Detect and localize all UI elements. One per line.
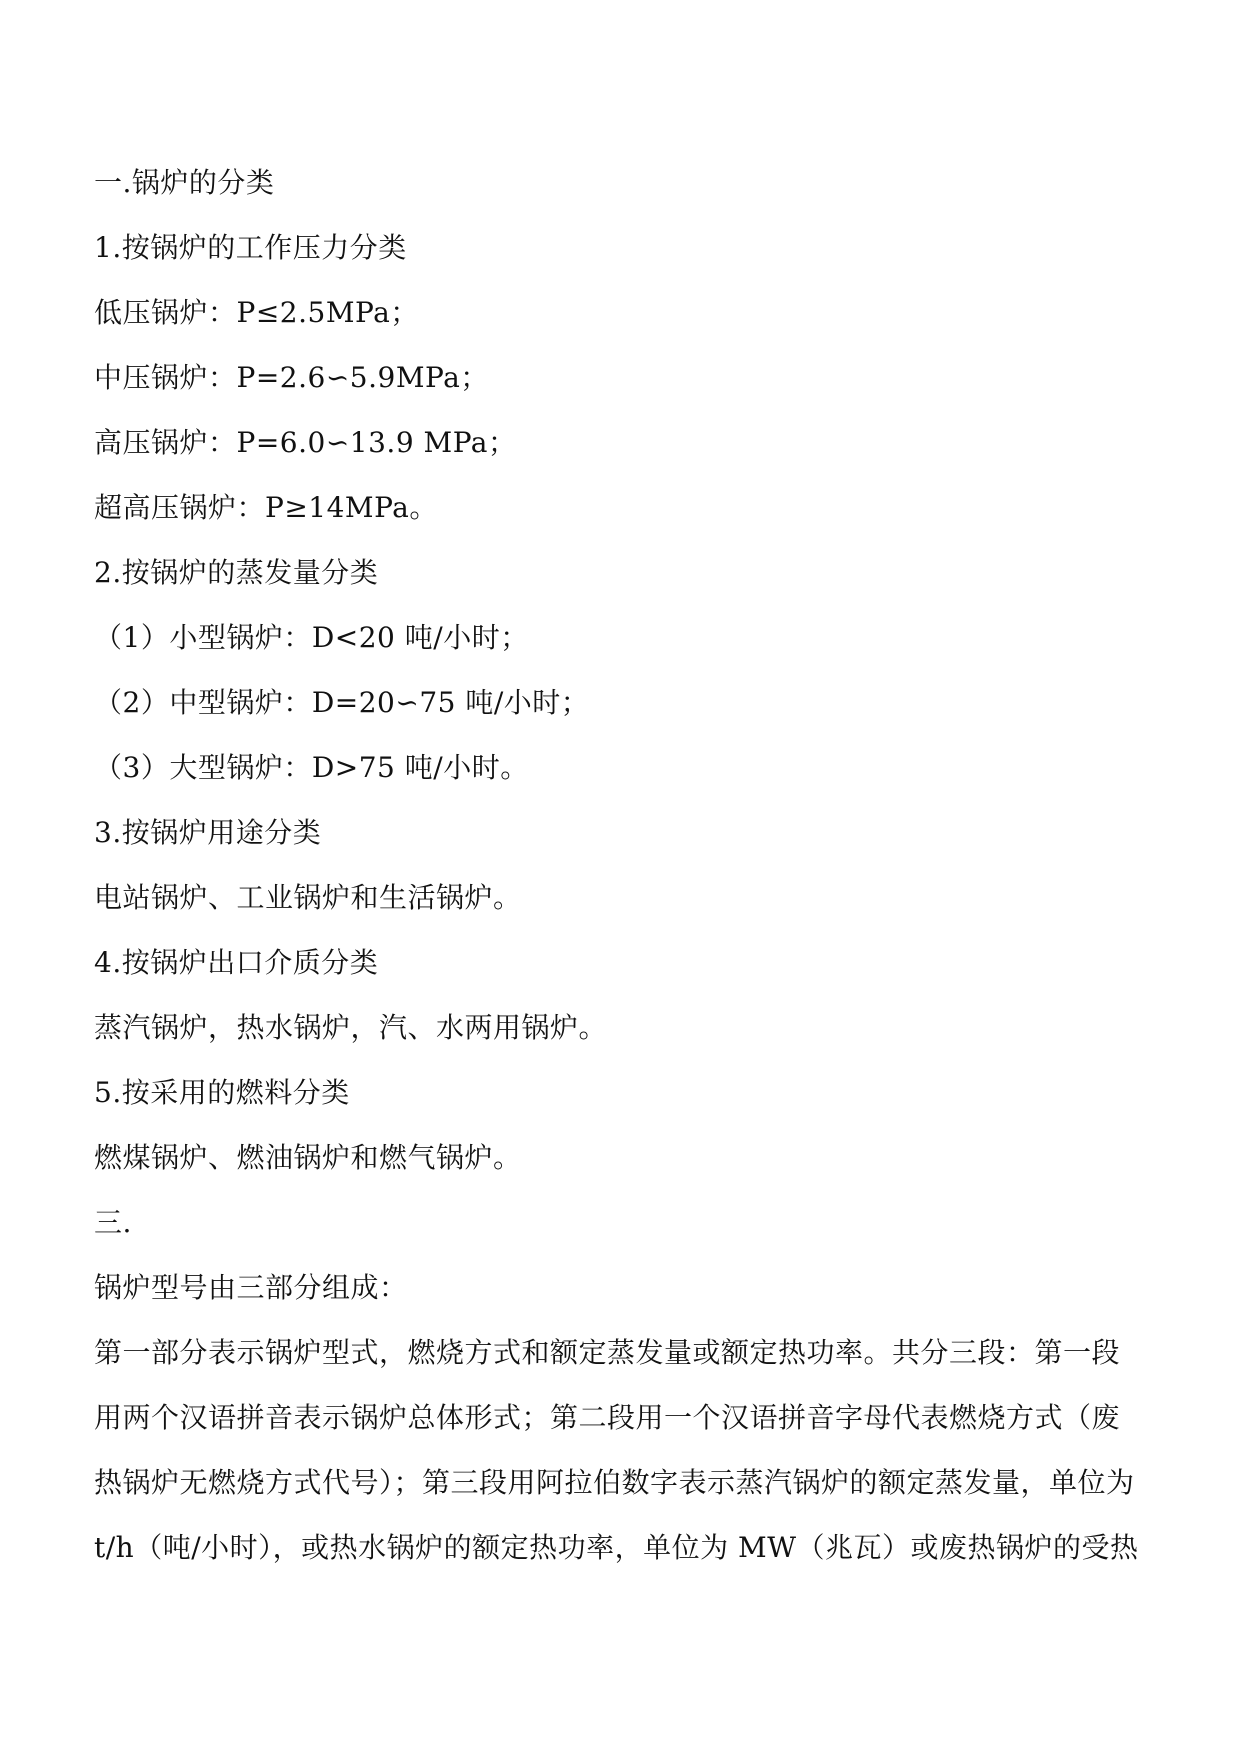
text-fuel-types: 燃煤锅炉、燃油锅炉和燃气锅炉。: [94, 1141, 522, 1174]
subheading-by-pressure: 1.按锅炉的工作压力分类: [94, 231, 407, 264]
paragraph-line: 热锅炉无燃烧方式代号）；第三段用阿拉伯数字表示蒸汽锅炉的额定蒸发量，单位为: [94, 1466, 1135, 1499]
paragraph-line: 第一部分表示锅炉型式，燃烧方式和额定蒸发量或额定热功率。共分三段：第一段: [94, 1336, 1121, 1369]
subheading-by-fuel: 5.按采用的燃料分类: [94, 1076, 350, 1109]
text-ultra-high-pressure: 超高压锅炉：P≥14MPa。: [94, 491, 438, 524]
text-low-pressure: 低压锅炉：P≤2.5MPa；: [94, 296, 419, 329]
text-high-pressure: 高压锅炉：P=6.0∽13.9 MPa；: [94, 426, 517, 459]
text-large-boiler: （3）大型锅炉：D>75 吨/小时。: [94, 751, 529, 784]
subheading-by-use: 3.按锅炉用途分类: [94, 816, 322, 849]
subheading-by-outlet-medium: 4.按锅炉出口介质分类: [94, 946, 379, 979]
text-medium-types: 蒸汽锅炉，热水锅炉，汽、水两用锅炉。: [94, 1011, 608, 1044]
text-medium-boiler: （2）中型锅炉：D=20∽75 吨/小时；: [94, 686, 590, 719]
subheading-by-evaporation: 2.按锅炉的蒸发量分类: [94, 556, 379, 589]
section-heading-classification: 一.锅炉的分类: [94, 166, 275, 199]
text-use-types: 电站锅炉、工业锅炉和生活锅炉。: [94, 881, 522, 914]
text-model-composition: 锅炉型号由三部分组成：: [94, 1271, 408, 1304]
text-small-boiler: （1）小型锅炉：D<20 吨/小时；: [94, 621, 529, 654]
paragraph-model-description: [94, 1320, 1154, 1580]
text-medium-pressure: 中压锅炉：P=2.6∽5.9MPa；: [94, 361, 489, 394]
paragraph-line: 用两个汉语拼音表示锅炉总体形式；第二段用一个汉语拼音字母代表燃烧方式（废: [94, 1401, 1121, 1434]
document-page: [94, 150, 1154, 1580]
section-heading-three: 三.: [94, 1206, 132, 1239]
paragraph-line: t/h（吨/小时），或热水锅炉的额定热功率，单位为 MW（兆瓦）或废热锅炉的受热: [94, 1531, 1139, 1564]
